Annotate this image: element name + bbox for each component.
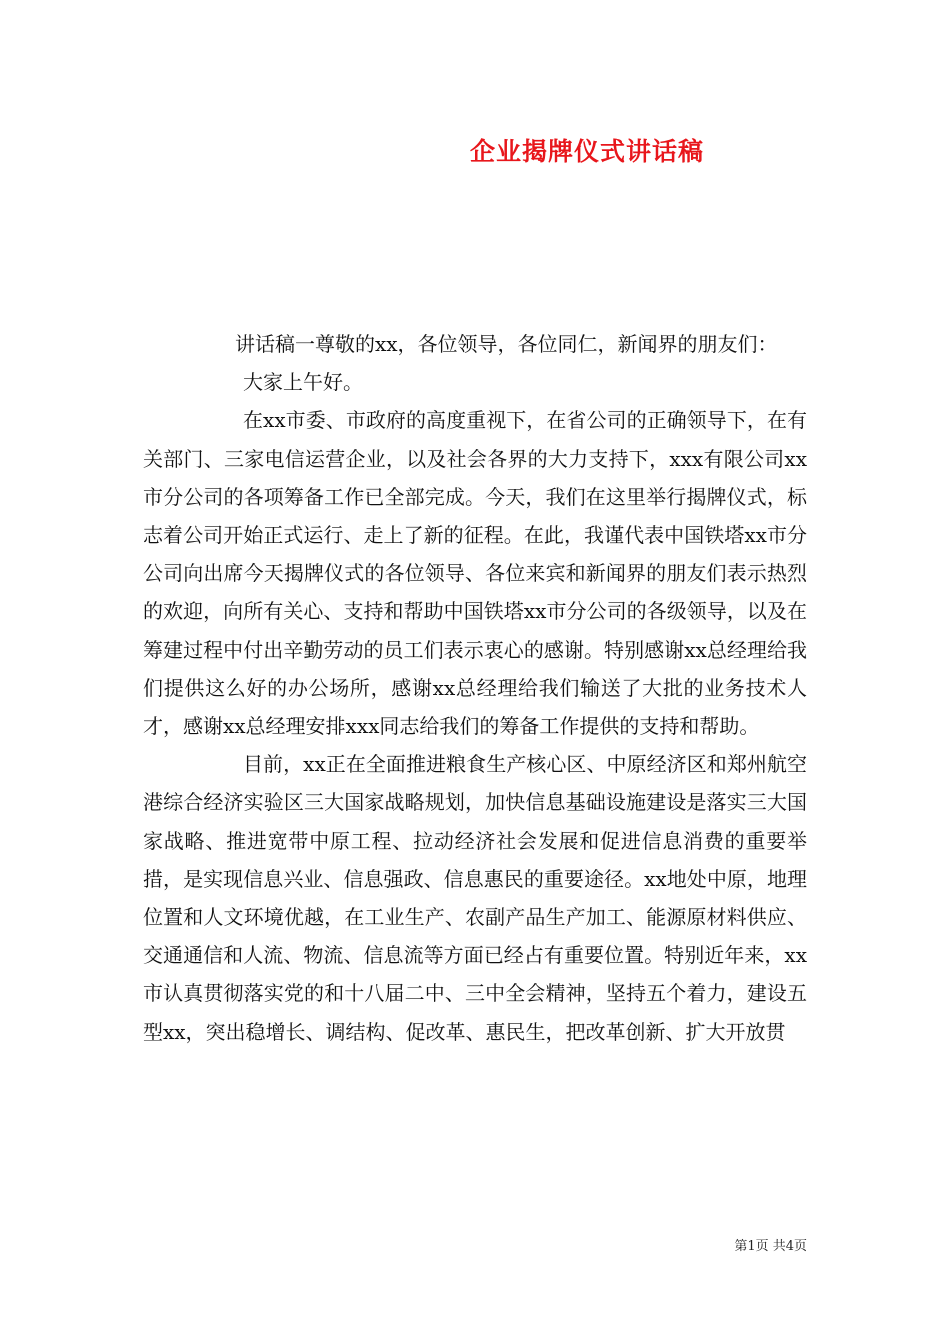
paragraph-main-2: 目前，xx正在全面推进粮食生产核心区、中原经济区和郑州航空港综合经济实验区三大国家战略规划，加快信息基础设施建设是落实三大国家战略、推进宽带中原工程、拉动经济社会发展和促进信息消费的重要举措，是实现信息兴业、信息强政、信息惠民的重要途径。xx地处中原，地理位置和人文环境优越，在工业生产、农副产品生产加工、能源原材料供应、交通通信和人流、物流、信息流等方面已经占有重要位置。特别近年来，xx市认真贯彻落实党的和十八届二中、三中全会精神，坚持五个着力，建设五型xx，突出稳增长、调结构、促改革、惠民生，把改革创新、扩大开放贯 xyxy=(143,752,807,1044)
paragraph-greeting: 讲话稿一尊敬的xx，各位领导，各位同仁，新闻界的朋友们： xyxy=(235,332,778,356)
paragraph-hello: 大家上午好。 xyxy=(243,370,363,395)
paragraph-main-1: 在xx市委、市政府的高度重视下，在省公司的正确领导下，在有关部门、三家电信运营企业，以及社会各界的大力支持下，xxx有限公司xx市分公司的各项筹备工作已全部完成。今天，我们在这里举行揭牌仪式，标志着公司开始正式运行、走上了新的征程。在此，我谨代表中国铁塔xx市分公司向出席今天揭牌仪式的各位领导、各位来宾和新闻界的朋友们表示热烈的欢迎，向所有关心、支持和帮助中国铁塔xx市分公司的各级领导，以及在筹建过程中付出辛勤劳动的员工们表示衷心的感谢。特别感谢xx总经理给我们提供这么好的办公场所，感谢xx总经理给我们输送了大批的业务技术人才，感谢xx总经理安排xxx同志给我们的筹备工作提供的支持和帮助。 xyxy=(143,408,807,739)
document-title: 企业揭牌仪式讲话稿 xyxy=(470,137,705,166)
page-number-footer: 第1页 共4页 xyxy=(734,1239,807,1254)
document-body xyxy=(143,325,807,1051)
